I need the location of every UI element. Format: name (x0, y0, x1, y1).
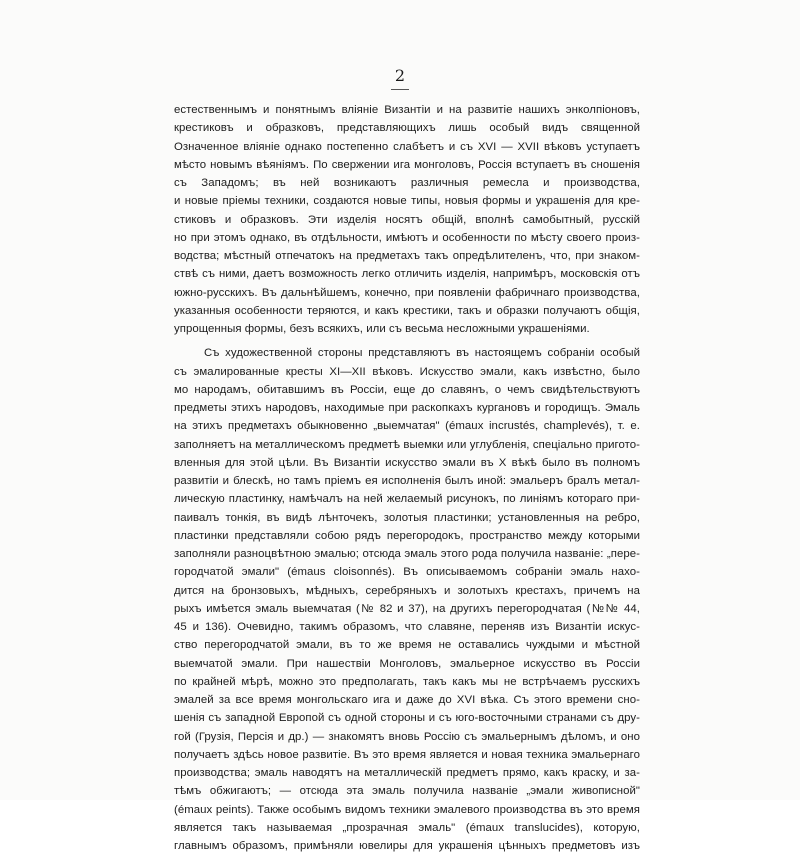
text-line: заполняетъ на металлическомъ предметѣ выемки или углубленія, спеціально пригото- (174, 438, 640, 451)
paragraph-1 (174, 101, 640, 338)
text-line: указанныя особенности теряются, и какъ крестики, такъ и образки получаютъ общія, (174, 304, 640, 317)
text-line: съ эмалированные кресты XI—XII вѣковъ. Искусство эмали, какъ извѣстно, было (174, 365, 640, 378)
text-line: естественнымъ и понятнымъ вліяніе Византіи и на развитіе нашихъ энколпіоновъ, (174, 104, 640, 116)
text-line: рыхъ имѣется эмаль выемчатая (№ 82 и 37), на другихъ перегородчатая (№№ 44, (174, 602, 640, 615)
text-line: шенія съ западной Европой съ одной стороны и съ юго-восточными странами съ дру- (174, 712, 640, 725)
text-line: гой (Грузія, Персія и др.) — знакомятъ вновь Россію съ эмальернымъ дѣломъ, и оно (174, 730, 640, 743)
page-number: 2 (394, 66, 406, 85)
body-text (174, 101, 640, 855)
text-line: и новые пріемы техники, создаются новые типы, новыя формы и украшенія для кре- (174, 195, 640, 208)
text-line: предметы этихъ народовъ, находимые при раскопкахъ кургановъ и городищъ. Эмаль (174, 402, 640, 414)
text-line: 45 и 136). Очевидно, такимъ образомъ, что славяне, переняв изъ Византіи искус- (174, 621, 640, 633)
text-line: водства; мѣстный отпечатокъ на предметахъ такъ опредѣлителенъ, что, при знаком- (174, 250, 640, 262)
text-line: Съ художественной стороны представляютъ въ настоящемъ собраніи особый (204, 347, 640, 360)
text-line: упрощенныя формы, безъ всякихъ, или съ весьма несложными украшеніями. (174, 323, 590, 335)
text-line: главнымъ образомъ, примѣняли ювелиры для украшенія цѣнныхъ предметовъ изъ (174, 840, 640, 852)
text-line: эмалей за все время монгольскаго ига и даже до XVI вѣка. Съ этого времени сно- (174, 694, 640, 706)
text-line: заполняли разноцвѣтною эмалью; отсюда эмаль этого рода получила названіе: „пере- (174, 548, 640, 560)
text-line: (émaux peints). Также особымъ видомъ техники эмалевого производства въ это время (174, 803, 640, 816)
text-line: мѣсто новымъ вѣяніямъ. По свержении ига монголовъ, Россія вступаетъ въ сношенія (174, 158, 640, 171)
text-line: развитіи и блескѣ, но тамъ пріемъ ея исполненія былъ иной: эмальеръ бралъ метал- (174, 475, 640, 487)
text-line: мо народамъ, обитавшимъ въ Россіи, еще до славянъ, о чемъ свидѣтельствуютъ (174, 383, 640, 396)
text-line: тѣмъ обжигаютъ; — отсюда эта эмаль получила названіе „эмали живописной" (174, 785, 640, 798)
text-line: является такъ называемая „прозрачная эмаль" (émaux translucides), которую, (174, 821, 640, 834)
text-line: стиковъ и образковъ. Эти изделія носятъ общій, вполнѣ самобытный, русскій (174, 213, 640, 226)
text-line: паивалъ тонкія, въ видѣ лѣнточекъ, золотыя пластинки; установленныя на ребро, (174, 511, 640, 524)
text-line: съ Западомъ; въ ней возникаютъ различныя ремесла и производства, (174, 177, 640, 189)
page-number-underline (391, 89, 409, 90)
text-line: вленныя для этой цѣли. Въ Византіи искусство эмали въ X вѣкѣ было въ полномъ (174, 456, 640, 469)
text-line: ство перегородчатой эмали, въ то же время не оставались чуждыми и мѣстной (174, 639, 640, 652)
text-line: по крайней мѣрѣ, можно это предполагать, такъ какъ мы не встрѣчаемъ русскихъ (174, 675, 640, 688)
text-line: но при этомъ однако, въ отдѣльности, имѣютъ и особенности по мѣсту своего произ- (174, 231, 640, 244)
text-line: получаетъ здѣсь новое развитіе. Въ это время является и новая техника эмальернаго (174, 748, 640, 761)
text-line: выемчатой эмали. При нашествіи Монголовъ, эмальерное искусство въ Россіи (174, 657, 640, 670)
text-line: ствѣ съ ними, даетъ возможность легко отличить изделія, напримѣръ, московскія отъ (174, 268, 640, 281)
text-line: лическую пластинку, намѣчалъ на ней желаемый рисунокъ, по линіямъ котораго при- (174, 493, 640, 506)
paragraph-2 (174, 344, 640, 855)
text-line: крестиковъ и образковъ, представляющихъ лишь особый видъ священной (174, 122, 640, 135)
text-line: дится на бронзовыхъ, мѣдныхъ, серебряныхъ и золотыхъ крестахъ, причемъ на (174, 584, 640, 597)
text-line: городчатой эмали" (émaus cloisonnés). Въ описываемомъ собраніи эмаль нахо- (174, 566, 640, 579)
text-line: Означенное вліяніе однако постепенно слабѣетъ и съ XVI — XVII вѣковъ уступаетъ (174, 140, 640, 153)
text-line: пластинки представляли собою рядъ перегородокъ, пространство между которыми (174, 529, 640, 542)
text-line: на этихъ предметахъ обыкновенно „выемчатая" (émaux incrustés, champlevés), т. е. (174, 420, 640, 433)
text-line: производства; эмаль наводятъ на металлическій предметъ прямо, какъ краску, и за- (174, 767, 640, 779)
text-line: южно-русскихъ. Въ дальнѣйшемъ, конечно, при появленіи фабричнаго производства, (174, 286, 640, 299)
